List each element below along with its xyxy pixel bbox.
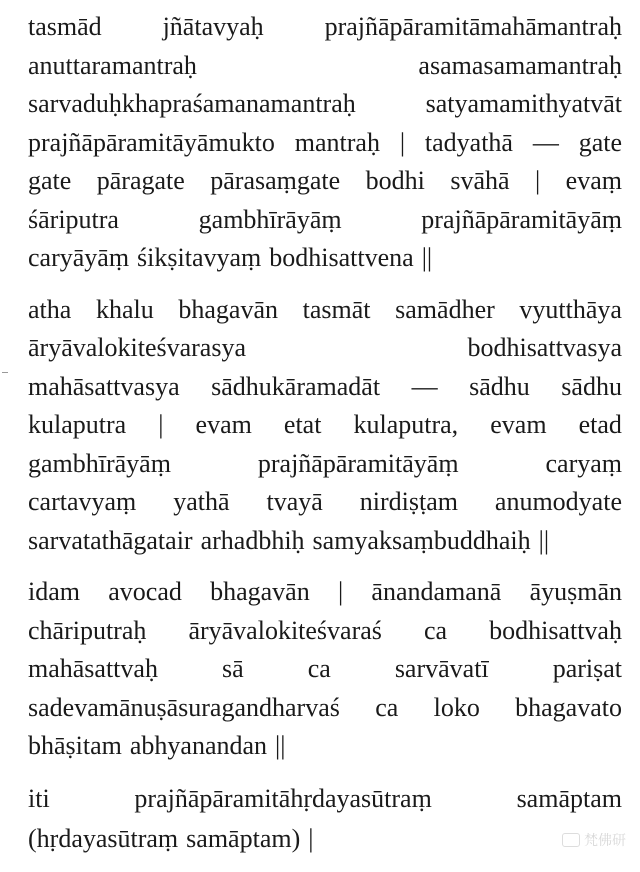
word: samāptam) <box>186 823 301 853</box>
word: || <box>275 731 286 760</box>
word: || <box>538 525 550 555</box>
word: bodhisattvena <box>269 243 414 272</box>
word: | <box>535 166 541 195</box>
word: loko <box>433 692 480 722</box>
word: khalu <box>95 294 154 324</box>
word: iti <box>28 783 50 813</box>
word: śāriputra <box>28 204 119 234</box>
word: | <box>337 577 344 606</box>
word: bhagavān <box>178 294 278 324</box>
word: sarvaduḥkhapraśamanamantraḥ <box>28 89 356 118</box>
text-line <box>28 650 622 689</box>
paragraph <box>28 573 622 766</box>
word: sarvāvatī <box>394 654 489 683</box>
word: ca <box>375 692 399 722</box>
word: nirdiṣṭam <box>359 487 458 516</box>
word: sarvatathāgatair <box>28 525 193 555</box>
margin-tick <box>2 372 8 373</box>
word: gambhīrāyāṃ <box>28 448 171 478</box>
word: śikṣitavyaṃ <box>137 243 262 272</box>
text-line <box>28 406 622 445</box>
text-line <box>28 329 622 368</box>
text-line <box>28 47 622 86</box>
word: cartavyaṃ <box>28 487 137 516</box>
word: prajñāpāramitāyāmukto <box>28 127 275 157</box>
word: (hṛdayasūtraṃ <box>28 823 179 853</box>
word: idam <box>28 577 80 606</box>
word: bhagavato <box>515 692 622 722</box>
word: samāptam <box>516 783 622 813</box>
text-line <box>28 445 622 484</box>
paragraph <box>28 8 622 278</box>
word: svāhā <box>450 166 510 195</box>
word: vyutthāya <box>519 294 622 324</box>
text-line <box>28 573 622 612</box>
text-line <box>28 201 622 240</box>
word: pariṣat <box>552 654 622 683</box>
text-line <box>28 162 622 201</box>
word: samyaksaṃbuddhaiḥ <box>312 525 531 555</box>
word: arhadbhiḥ <box>200 525 305 555</box>
word: sādhukāramadāt <box>211 371 381 401</box>
word: | <box>158 410 164 439</box>
word: jñātavyaḥ <box>162 12 264 41</box>
watermark <box>562 830 626 850</box>
word: ca <box>423 615 448 645</box>
word: bodhisattvasya <box>467 333 622 362</box>
word: tasmāt <box>302 294 371 324</box>
word: — <box>532 127 559 157</box>
word: sadevamānuṣāsuragandharvaś <box>28 692 340 722</box>
word: | <box>399 127 406 157</box>
word: yathā <box>173 487 230 516</box>
text-line <box>28 291 622 330</box>
text-line <box>28 689 622 728</box>
text-line <box>28 727 622 766</box>
word: — <box>411 371 438 401</box>
text-line <box>28 239 622 278</box>
word: tvayā <box>266 487 323 516</box>
word: evaṃ <box>565 166 622 195</box>
word: sā <box>221 654 244 683</box>
word: tasmād <box>28 12 102 41</box>
word: āyuṣmān <box>529 577 622 606</box>
word: evam <box>490 410 547 439</box>
word: āryāvalokiteśvaraś <box>188 615 382 645</box>
text-line <box>28 522 622 561</box>
paragraph <box>28 291 622 561</box>
word: ānandamanā <box>371 577 502 606</box>
word: caryāyāṃ <box>28 243 130 272</box>
word: mahāsattvaḥ <box>28 654 158 683</box>
word: bodhisattvaḥ <box>489 615 622 645</box>
word: tadyathā <box>424 127 513 157</box>
word: chāriputraḥ <box>28 615 147 645</box>
watermark-text: 梵佛研 <box>584 833 626 849</box>
word: āryāvalokiteśvarasya <box>28 333 247 362</box>
word: etat <box>283 410 322 439</box>
word: samādher <box>395 294 495 324</box>
word: etad <box>578 410 622 439</box>
word: bodhi <box>365 166 425 195</box>
word: prajñāpāramitāmahāmantraḥ <box>324 12 622 41</box>
word: prajñāpāramitāyāṃ <box>421 204 622 234</box>
word: kulaputra <box>28 410 127 439</box>
paragraph <box>28 779 622 859</box>
word: gambhīrāyāṃ <box>198 204 342 234</box>
word: atha <box>28 294 72 324</box>
word: gate <box>578 127 622 157</box>
word: caryaṃ <box>545 448 622 478</box>
sutra-document <box>28 8 622 872</box>
text-line <box>28 124 622 163</box>
text-line <box>28 368 622 407</box>
word: prajñāpāramitāhṛdayasūtraṃ <box>134 783 432 813</box>
word: anumodyate <box>494 487 622 516</box>
word: kulaputra, <box>353 410 459 439</box>
text-line <box>28 483 622 522</box>
text-line <box>28 819 622 859</box>
word: gate <box>28 166 72 195</box>
word: anuttaramantraḥ <box>28 50 197 80</box>
word: bhagavān <box>210 577 310 606</box>
word: mantraḥ <box>294 127 380 157</box>
word: sādhu <box>561 371 622 401</box>
text-line <box>28 85 622 124</box>
text-line <box>28 779 622 819</box>
word: avocad <box>108 577 182 606</box>
word: sādhu <box>469 371 530 401</box>
word: pāragate <box>96 166 185 195</box>
word: mahāsattvasya <box>28 371 180 401</box>
word: satyamamithyatvāt <box>425 89 622 118</box>
word: evam <box>195 410 252 439</box>
word: pārasaṃgate <box>210 166 341 195</box>
text-line <box>28 8 622 47</box>
word: bhāṣitam <box>28 731 122 760</box>
word: asamasamamantraḥ <box>418 50 622 80</box>
word: ca <box>307 654 331 683</box>
word: || <box>421 243 433 272</box>
wechat-icon <box>562 833 580 847</box>
text-line <box>28 612 622 651</box>
word: prajñāpāramitāyāṃ <box>257 448 459 478</box>
word: | <box>308 823 314 853</box>
word: abhyanandan <box>129 731 268 760</box>
